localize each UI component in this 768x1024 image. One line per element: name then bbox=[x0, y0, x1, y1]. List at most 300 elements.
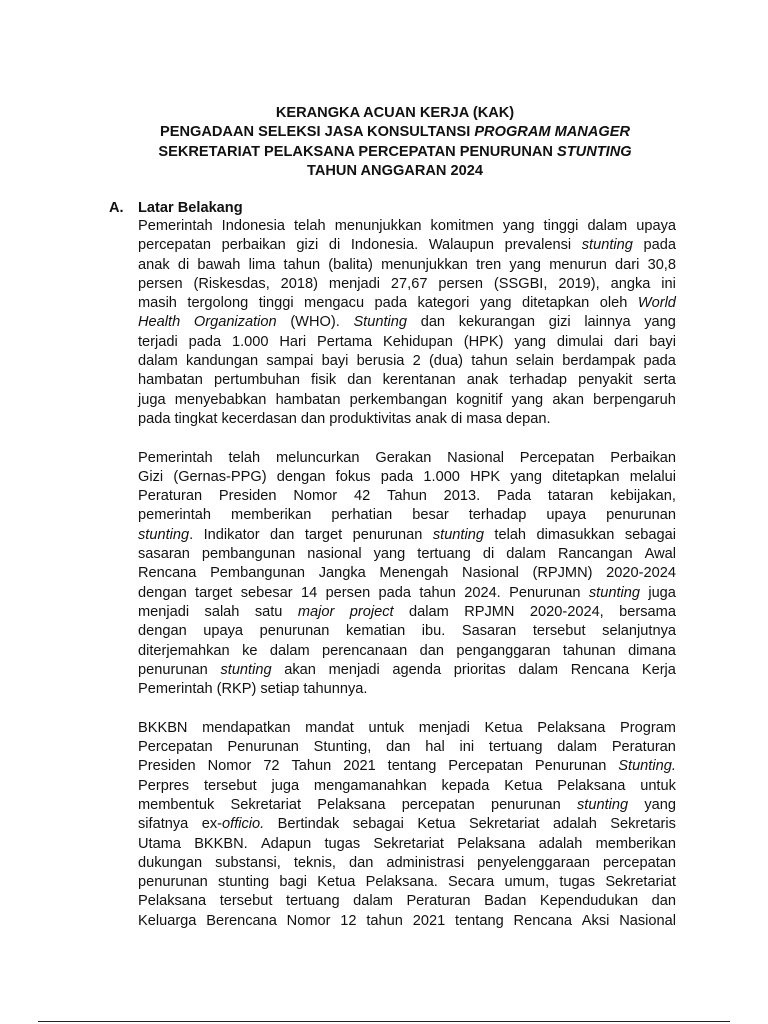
word: dalam bbox=[587, 218, 628, 234]
word: dengan bbox=[138, 623, 187, 640]
word: tentang bbox=[387, 758, 437, 775]
italic-term: stunting bbox=[138, 526, 190, 543]
word: Peraturan bbox=[138, 488, 203, 505]
word: dan bbox=[270, 526, 295, 543]
word: 2020-2024, bbox=[529, 603, 604, 620]
word: Perbaikan bbox=[610, 449, 676, 466]
word: Rencana bbox=[570, 661, 630, 678]
word: selain bbox=[515, 353, 555, 370]
word bbox=[577, 796, 628, 815]
section-title: Latar Belakang bbox=[138, 200, 243, 216]
word: Sasaran bbox=[461, 623, 517, 640]
word: umum, bbox=[504, 874, 550, 891]
text-line bbox=[138, 294, 676, 313]
word: dengan bbox=[276, 468, 326, 485]
word: prioritas bbox=[453, 661, 506, 678]
word: 2019), bbox=[558, 275, 600, 292]
word: salah bbox=[204, 603, 240, 620]
word: tren bbox=[476, 256, 502, 273]
word: yang bbox=[502, 218, 535, 234]
word: tinggi bbox=[258, 295, 294, 312]
word: Nasional bbox=[447, 449, 504, 466]
text-line bbox=[138, 545, 676, 564]
word: (Riskesdas, bbox=[193, 275, 270, 292]
word: Stunting, bbox=[313, 739, 372, 756]
word: menunjukkan bbox=[381, 256, 468, 273]
word: 1.000 bbox=[231, 333, 269, 350]
word: menjadi bbox=[418, 719, 470, 736]
word: Kehidupan bbox=[383, 333, 453, 350]
word: 2 bbox=[412, 353, 421, 370]
word: Keluarga bbox=[138, 912, 197, 929]
word: RPJMN bbox=[464, 603, 515, 620]
word: Awal bbox=[644, 546, 676, 563]
word: kekurangan bbox=[458, 314, 536, 331]
word: Pelaksana bbox=[138, 893, 207, 910]
word: BKKBN bbox=[138, 719, 188, 736]
word: persen bbox=[325, 584, 371, 601]
title-line bbox=[0, 104, 768, 123]
word: 2020-2024 bbox=[606, 565, 676, 582]
word: Ketua bbox=[417, 816, 456, 833]
word: mengamanahkan bbox=[313, 777, 427, 794]
word: Utama bbox=[138, 835, 181, 852]
word: persen bbox=[438, 275, 483, 292]
word bbox=[618, 757, 676, 776]
word: menyebabkan bbox=[174, 391, 267, 408]
word: Perpres bbox=[138, 777, 190, 794]
word: tergolong bbox=[187, 295, 249, 312]
word: tahun bbox=[419, 584, 456, 601]
word: Rancangan bbox=[557, 546, 633, 563]
word: produktivitas bbox=[329, 410, 412, 427]
word: penyelenggaraan bbox=[477, 854, 590, 871]
word: 2018) bbox=[280, 275, 318, 292]
italic-term: stunting bbox=[581, 237, 633, 254]
word: dukungan bbox=[138, 854, 203, 871]
word: menunjukkan bbox=[334, 218, 422, 234]
word: dimana bbox=[628, 642, 676, 659]
word: (WHO). bbox=[290, 314, 340, 331]
word: pada bbox=[643, 237, 676, 254]
word: dari bbox=[615, 256, 640, 273]
word: komitmen bbox=[430, 218, 494, 234]
word: Rencana bbox=[513, 912, 572, 929]
word: terhadap bbox=[468, 507, 527, 524]
title-line bbox=[0, 143, 768, 162]
title-line bbox=[0, 162, 768, 181]
text-line bbox=[138, 391, 676, 410]
word: bersama bbox=[619, 603, 676, 620]
word: lainnya bbox=[584, 314, 631, 331]
word: agenda bbox=[392, 661, 442, 678]
word: anak bbox=[138, 256, 170, 273]
word: tinggi bbox=[543, 218, 579, 234]
word: 2021 bbox=[343, 758, 376, 775]
word: tersebut bbox=[219, 893, 273, 910]
word: kerentanan bbox=[382, 372, 456, 389]
word: dan bbox=[348, 854, 374, 871]
footer-rule bbox=[38, 1021, 730, 1022]
paragraph bbox=[138, 719, 676, 931]
word: 27,67 bbox=[390, 275, 428, 292]
word: di bbox=[450, 410, 463, 427]
word: Ketua bbox=[504, 777, 543, 794]
text-line bbox=[138, 719, 676, 738]
word: berdampak bbox=[562, 353, 636, 370]
word: Indonesia. bbox=[350, 237, 419, 254]
word: (balita) bbox=[328, 256, 373, 273]
word: 72 bbox=[263, 758, 280, 775]
word bbox=[220, 661, 271, 680]
word: pada bbox=[138, 410, 171, 427]
word: teknis, bbox=[293, 854, 336, 871]
word: (dua) bbox=[428, 353, 464, 370]
word: 1.000 bbox=[423, 468, 460, 485]
word: Kependudukan bbox=[539, 893, 639, 910]
word: dan bbox=[386, 739, 411, 756]
word: Indikator bbox=[203, 526, 260, 543]
word: Pemerintah bbox=[138, 449, 213, 466]
word: pada bbox=[380, 468, 414, 485]
text-line bbox=[138, 757, 676, 776]
word bbox=[589, 584, 640, 603]
word: dalam bbox=[557, 739, 598, 756]
word: untuk bbox=[368, 719, 405, 736]
word: tahun bbox=[366, 912, 403, 929]
word: ini bbox=[661, 275, 676, 292]
word: 14 bbox=[300, 584, 318, 601]
word: penurunan bbox=[490, 796, 561, 813]
title-line bbox=[0, 123, 768, 142]
word: Pelaksana bbox=[557, 777, 626, 794]
word: perkembangan bbox=[349, 391, 447, 408]
word bbox=[353, 313, 407, 332]
word: penurunan bbox=[138, 661, 208, 678]
italic-term: stunting bbox=[576, 796, 629, 813]
word: masih bbox=[138, 295, 177, 312]
word: ini bbox=[459, 739, 475, 756]
word: 30,8 bbox=[647, 256, 676, 273]
text-line bbox=[138, 835, 676, 854]
word: Pemerintah bbox=[138, 218, 213, 234]
word: pemerintah bbox=[138, 507, 212, 524]
italic-term: stunting bbox=[588, 584, 640, 601]
word: kategori bbox=[417, 295, 470, 312]
word: stunting bbox=[218, 874, 270, 891]
word: upaya bbox=[636, 218, 676, 234]
word bbox=[582, 236, 633, 255]
word: dalam bbox=[138, 353, 178, 370]
word: Percepatan bbox=[448, 758, 523, 775]
word: dalam bbox=[353, 893, 393, 910]
text-line bbox=[138, 815, 676, 834]
word: menurun bbox=[549, 256, 607, 273]
word: menjadi bbox=[328, 661, 380, 678]
word: Berencana bbox=[206, 912, 277, 929]
word: melalui bbox=[629, 468, 676, 485]
word: yang bbox=[510, 468, 542, 485]
word: Menengah bbox=[379, 565, 449, 582]
text-line bbox=[138, 352, 676, 371]
word: tataran bbox=[547, 488, 594, 505]
word: yang bbox=[373, 546, 406, 563]
word: memberikan bbox=[231, 507, 312, 524]
word: memberikan bbox=[595, 835, 676, 852]
word: Penurunan bbox=[509, 584, 581, 601]
text-line bbox=[138, 236, 676, 255]
word: sampai bbox=[266, 353, 314, 370]
word: dengan bbox=[138, 584, 187, 601]
word: tahunan bbox=[562, 642, 616, 659]
word: di bbox=[328, 237, 341, 254]
word: dan bbox=[420, 314, 446, 331]
word: sasaran bbox=[138, 546, 190, 563]
word: anak bbox=[466, 372, 499, 389]
italic-term: Organization bbox=[193, 314, 277, 331]
word: fokus bbox=[335, 468, 371, 485]
word: diterjemahkan bbox=[138, 642, 230, 659]
italic-term: Stunting bbox=[353, 314, 408, 331]
word: hal bbox=[425, 739, 445, 756]
word: adalah bbox=[552, 816, 597, 833]
word: meluncurkan bbox=[275, 449, 360, 466]
word: hambatan bbox=[275, 391, 341, 408]
word: berusia bbox=[356, 353, 405, 370]
word: percepatan bbox=[401, 796, 475, 813]
word: bawah bbox=[197, 256, 241, 273]
word: perhatian bbox=[331, 507, 393, 524]
word: (HPK) bbox=[463, 333, 504, 350]
word: (RPJMN) bbox=[532, 565, 593, 582]
word: Nomor bbox=[207, 758, 252, 775]
word: penganggaran bbox=[456, 642, 551, 659]
text-line bbox=[138, 449, 676, 468]
word: untuk bbox=[640, 777, 676, 794]
italic-term: Stunting. bbox=[618, 758, 676, 775]
word: ex-officio. bbox=[201, 816, 265, 833]
title-italic-text: STUNTING bbox=[557, 143, 632, 160]
word: membentuk bbox=[138, 796, 215, 813]
word: tahun bbox=[283, 256, 321, 273]
word: penyakit bbox=[578, 372, 633, 389]
word: Sekretariat bbox=[230, 796, 302, 813]
paragraph bbox=[138, 217, 676, 429]
word: target bbox=[304, 526, 343, 543]
text-line bbox=[138, 912, 676, 931]
word: (SSGBI, bbox=[493, 275, 548, 292]
word: 2024. bbox=[464, 584, 501, 601]
word: penurunan bbox=[259, 623, 330, 640]
word: setiap bbox=[260, 681, 300, 698]
word: Pembangunan bbox=[210, 565, 306, 582]
word: di bbox=[482, 546, 495, 563]
word: tahunnya. bbox=[303, 681, 368, 698]
word: tersebut bbox=[203, 777, 257, 794]
text-line bbox=[138, 506, 676, 525]
word: Pelaksana. bbox=[365, 874, 438, 891]
text-line bbox=[138, 333, 676, 352]
word: upaya bbox=[203, 623, 244, 640]
text-line bbox=[138, 275, 676, 294]
word: Pelaksana bbox=[317, 796, 386, 813]
word: satu bbox=[254, 603, 283, 620]
word: Penurunan bbox=[534, 758, 607, 775]
text-line bbox=[138, 622, 676, 641]
word: angka bbox=[610, 275, 651, 292]
word: pertumbuhan bbox=[213, 372, 300, 389]
italic-term: major bbox=[297, 603, 335, 620]
word: Bertindak bbox=[277, 816, 340, 833]
word: mendapatkan bbox=[202, 719, 291, 736]
word: oleh bbox=[599, 295, 628, 312]
word: (Gernas-PPG) bbox=[173, 468, 267, 485]
word bbox=[194, 313, 277, 332]
word: Adapun bbox=[260, 835, 312, 852]
word: menjadi bbox=[328, 275, 381, 292]
word bbox=[298, 603, 335, 622]
title-italic-text: PROGRAM MANAGER bbox=[474, 124, 630, 141]
word: Peraturan bbox=[406, 893, 471, 910]
text-line bbox=[138, 777, 676, 796]
word: perencanaan bbox=[322, 642, 408, 659]
title-text: SEKRETARIAT PELAKSANA PERCEPATAN PENURUNAN bbox=[158, 143, 558, 160]
word: pada bbox=[188, 333, 222, 350]
word: dari bbox=[613, 333, 639, 350]
italic-term: stunting bbox=[220, 661, 272, 678]
word: kebijakan, bbox=[610, 488, 676, 505]
word: tersebut bbox=[532, 623, 586, 640]
section-heading bbox=[109, 199, 243, 218]
text-line bbox=[138, 526, 676, 545]
text-line bbox=[138, 873, 676, 892]
word: Percepatan bbox=[138, 739, 213, 756]
word: penurunan bbox=[138, 874, 208, 891]
text-line bbox=[138, 487, 676, 506]
title-text: KERANGKA ACUAN KERJA (KAK) bbox=[275, 105, 515, 121]
word: sebesar bbox=[240, 584, 293, 601]
word: gizi bbox=[296, 237, 319, 254]
word: ke bbox=[242, 642, 258, 659]
word: ditetapkan bbox=[552, 468, 620, 485]
word: nasional bbox=[307, 546, 362, 563]
word: mandat bbox=[305, 719, 354, 736]
word: Nomor bbox=[293, 488, 338, 505]
word: pembangunan bbox=[201, 546, 296, 563]
word: Rencana bbox=[138, 565, 197, 582]
word: yang bbox=[644, 796, 676, 813]
italic-term: World bbox=[637, 295, 676, 312]
word: dalam bbox=[409, 603, 449, 620]
italic-term: project bbox=[349, 603, 394, 620]
text-line bbox=[138, 256, 676, 275]
word: sifatnya bbox=[138, 816, 189, 833]
word: Indonesia bbox=[221, 218, 285, 234]
word: kepada bbox=[441, 777, 490, 794]
section-letter: A. bbox=[109, 200, 124, 216]
word: selanjutnya bbox=[602, 623, 676, 640]
word: berpengaruh bbox=[593, 391, 676, 408]
word: dalam bbox=[506, 546, 546, 563]
word: dalam bbox=[269, 642, 310, 659]
word: menjadi bbox=[138, 603, 190, 620]
word: juga bbox=[138, 391, 166, 408]
word: Penurunan bbox=[227, 739, 299, 756]
word: 12 bbox=[340, 912, 357, 929]
word: bayi bbox=[321, 353, 349, 370]
word: tertuang bbox=[488, 739, 543, 756]
word: juga bbox=[648, 584, 676, 601]
word: fisik bbox=[311, 372, 337, 389]
word: kandungan bbox=[185, 353, 259, 370]
word: Program bbox=[620, 719, 676, 736]
word: dan bbox=[300, 410, 326, 427]
word: Tahun bbox=[291, 758, 332, 775]
text-line bbox=[138, 371, 676, 390]
word: penurunan bbox=[606, 507, 676, 524]
word: sebagai bbox=[352, 816, 404, 833]
word: sebagai bbox=[624, 526, 676, 543]
word: Presiden bbox=[218, 488, 277, 505]
word: Walaupun bbox=[428, 237, 494, 254]
italic-term: stunting bbox=[432, 526, 484, 543]
text-line bbox=[138, 680, 676, 699]
word: Kerja bbox=[641, 661, 676, 678]
word: ibu. bbox=[421, 623, 446, 640]
word bbox=[638, 294, 676, 313]
word: Nasional bbox=[619, 912, 676, 929]
text-line bbox=[138, 796, 676, 815]
word: Secara bbox=[448, 874, 495, 891]
word: akan bbox=[284, 661, 316, 678]
word: bayi bbox=[649, 333, 676, 350]
word: Hari bbox=[279, 333, 307, 350]
word: tertuang bbox=[286, 893, 340, 910]
word: administrasi bbox=[386, 854, 465, 871]
word: terhadap bbox=[509, 372, 568, 389]
word bbox=[350, 603, 394, 622]
word: adalah bbox=[538, 835, 583, 852]
word: dan bbox=[651, 893, 676, 910]
word: Pertama bbox=[317, 333, 373, 350]
word: HPK bbox=[470, 468, 501, 485]
word: telah bbox=[494, 526, 527, 543]
word: Aksi bbox=[581, 912, 610, 929]
word: kematian bbox=[346, 623, 406, 640]
text-line bbox=[138, 217, 676, 236]
word: upaya bbox=[546, 507, 587, 524]
word: Jangka bbox=[318, 565, 366, 582]
word: Sekretariat bbox=[468, 816, 540, 833]
italic-term: officio. bbox=[222, 816, 265, 833]
word: Sekretariat bbox=[605, 874, 676, 891]
word: yang bbox=[514, 333, 546, 350]
word: Ketua bbox=[317, 874, 356, 891]
word: Nasional bbox=[462, 565, 519, 582]
word: perbaikan bbox=[221, 237, 286, 254]
word: BKKBN. bbox=[194, 835, 248, 852]
word: depan. bbox=[505, 410, 551, 427]
text-line bbox=[138, 661, 676, 680]
text-line bbox=[138, 584, 676, 603]
section-body bbox=[138, 217, 676, 950]
word: Gerakan bbox=[375, 449, 432, 466]
word: percepatan bbox=[138, 237, 212, 254]
word: percepatan bbox=[602, 854, 676, 871]
word: yang bbox=[479, 295, 512, 312]
word: besar bbox=[412, 507, 449, 524]
word: lima bbox=[248, 256, 276, 273]
